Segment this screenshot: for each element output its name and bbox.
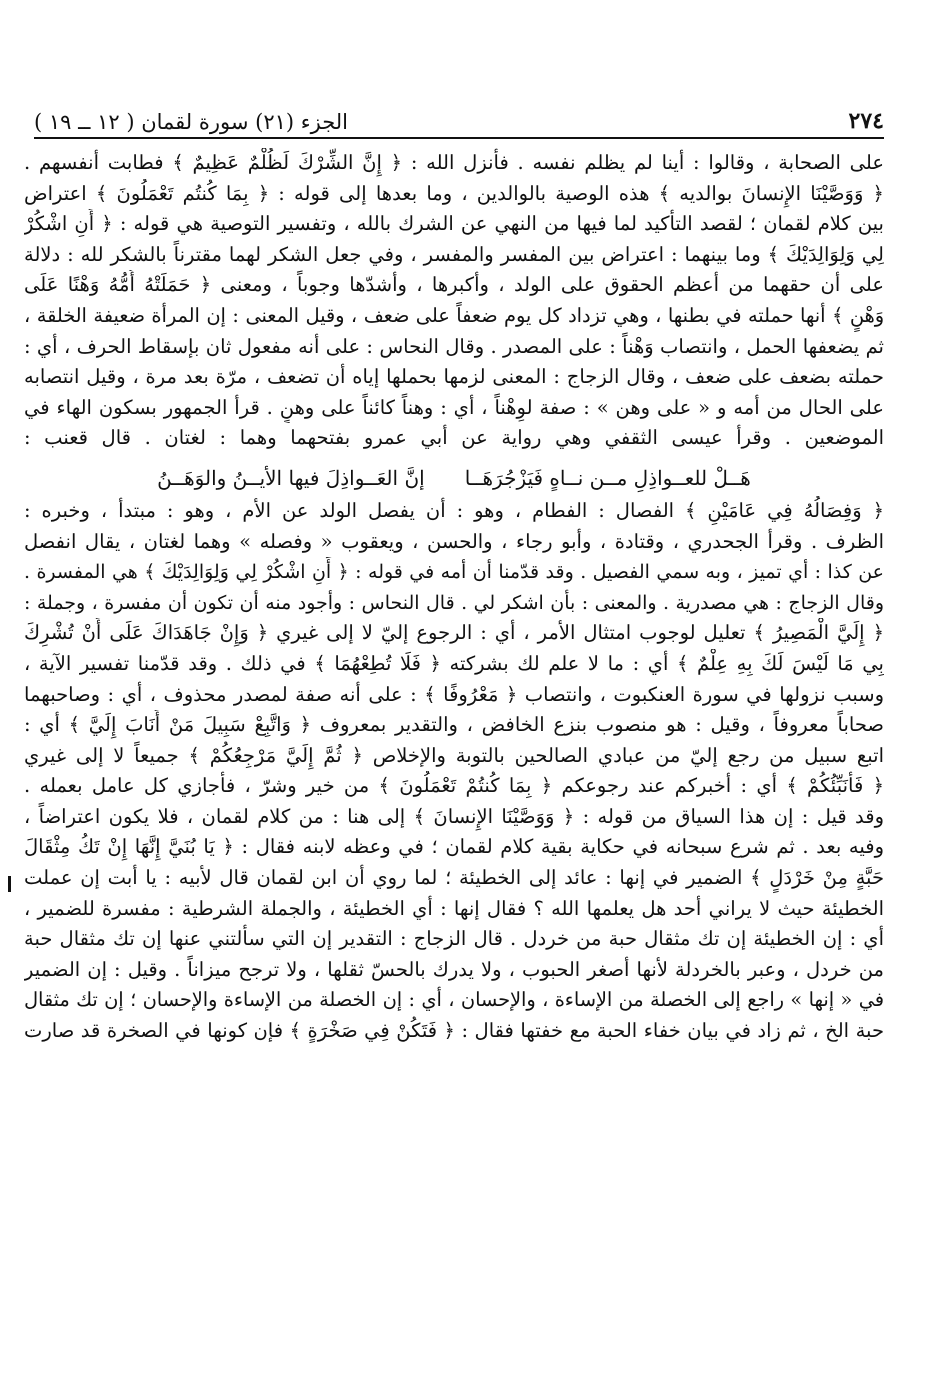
running-title: الجزء (٢١) سورة لقمان ( ١٢ ــ ١٩ ) — [34, 110, 349, 134]
text-line: حَبَّةٍ مِنْ خَرْدَلٍ ﴾ الضمير في إنها : عائد إلى الخطيئة ؛ لما روي أن ابن لقمان قال لأبيه : يا أبت إن عملت — [24, 866, 884, 890]
text-line: حملته بضعف على ضعف ، وقال الزجاج : المعنى لزمها بحملها إياه أن تضعف ، مرّة بعد مرة ، وقيل انتصابه — [24, 365, 884, 389]
poem-hemistich-first: هَــلْ للعــواذِلِ مــن نــاهٍ فَيَزْجُرَهَــا — [464, 465, 751, 490]
body-text — [24, 148, 884, 1047]
text-line: ﴿ فَأُنَبِّئُكُمْ ﴾ أي : أخبركم عند رجوعكم ﴿ بِمَا كُنتُمْ تَعْمَلُونَ ﴾ من خير وشرّ ، فأجازي كل عامل بعمله . — [24, 774, 884, 798]
text-line: من خردل ، وعبر بالخردلة لأنها أصغر الحبوب ، ولا يدرك بالحسّ ثقلها ، ولا ترجح ميزاناً . وقيل : إن الضمير — [24, 957, 884, 981]
poem-verse — [24, 454, 884, 496]
text-line: وقد قيل : إن هذا السياق من قوله : ﴿ وَوَصَّيْنَا الإِنسانَ ﴾ إلى هنا : من كلام لقمان ، فلا يكون اعتراضاً ، — [24, 804, 884, 828]
text-line: وَهْنٍ ﴾ أنها حملته في بطنها ، وهي تزداد كل يوم ضعفاً على ضعف ، وقيل المعنى : إن المرأة ضعيفة الخلقة ، — [24, 303, 884, 327]
page-header — [34, 100, 884, 139]
text-line: صحاباً معروفاً ، وقيل : هو منصوب بنزع الخافض ، والتقدير بمعروف ﴿ وَاتَّبِعْ سَبِيلَ مَنْ أَنَابَ إِلَيَّ ﴾ أي : — [24, 713, 884, 737]
text-line: على أن حقهما من أعظم الحقوق على الولد ، وأكبرها ، وأشدّها وجوباً ، ومعنى ﴿ حَمَلَتْهُ أُمُّهُ وَهْنًا عَلَى — [24, 273, 884, 297]
text-line: الخطيئة حيث لا يراني أحد هل يعلمها الله ؟ فقال إنها : أي الخطيئة ، والجملة الشرطية : مفسرة للضمير ، — [24, 896, 884, 920]
margin-mark — [8, 876, 11, 892]
text-line: اتبع سبيل من رجع إليّ من عبادي الصالحين بالتوبة والإخلاص ﴿ ثُمَّ إِلَيَّ مَرْجِعُكُمْ ﴾ جميعاً لا إلى غيري — [24, 743, 884, 767]
text-line: ثم يضعفها الحمل ، وانتصاب وَهْناً : على المصدر . وقال النحاس : على أنه مفعول ثان بإسقاط الحرف ، أي : — [24, 334, 884, 358]
poem-hemistich-second: إنَّ العَــواذِلَ فيها الأيــنُ والوَهَــنُ — [157, 465, 425, 490]
text-line: بِي مَا لَيْسَ لَكَ بِهِ عِلْمٌ ﴾ أي : ما لا علم لك بشركته ﴿ فَلَا تُطِعْهُمَا ﴾ في ذلك . وقد قدّمنا تفسير الآية ، — [24, 651, 884, 675]
text-line: وسبب نزولها في سورة العنكبوت ، وانتصاب ﴿ مَعْرُوفًا ﴾ : على أنه صفة لمصدر محذوف ، أي : وصاحبهما — [24, 682, 884, 706]
text-line: لِي وَلِوَالِدَيْكَ ﴾ وما بينهما : اعتراض بين المفسر والمفسر ، وفي جعل الشكر لهما مقترناً بالشكر لله : دلالة — [24, 242, 884, 266]
text-line: وفيه بعد . ثم شرع سبحانه في حكاية بقية كلام لقمان ؛ في وعظه لابنه فقال : ﴿ يَا بُنَيَّ إِنَّهَا إِنْ تَكُ مِثْقَالَ — [24, 835, 884, 859]
text-line: في « إنها » راجع إلى الخصلة من الإساءة ، والإحسان ، أي : إن الخصلة من الإساءة والإحسان ؛ إن تك مثقال — [24, 988, 884, 1012]
text-line: الظرف . وقرأ الجحدري ، وقتادة ، وأبو رجاء ، والحسن ، ويعقوب « وفصله » وهما لغتان ، يقال انفصل — [24, 529, 884, 553]
text-line: أي : إن الخطيئة إن تك مثقال حبة من خردل . قال الزجاج : التقدير إن التي سألتني عنها إن تك مثقال حبة — [24, 927, 884, 951]
text-line: عن كذا : أي تميز ، وبه سمي الفصيل . وقد قدّمنا أن أمه في قوله : ﴿ أَنِ اشْكُرْ لِي وَلِوَالِدَيْكَ ﴾ هي المفسرة . — [24, 561, 884, 584]
text-line: على الحال من أمه و « على وهن » : صفة لوِهْناً ، أي : وهناً كائناً على وهنٍ . قرأ الجمهور بسكون الهاء في — [24, 395, 884, 419]
page-number: ٢٧٤ — [848, 108, 884, 134]
text-line: على الصحابة ، وقالوا : أينا لم يظلم نفسه . فأنزل الله : ﴿ إِنَّ الشِّرْكَ لَظُلْمٌ عَظِيمٌ ﴾ فطابت أنفسهم . — [24, 151, 884, 174]
text-line: حبة الخ ، ثم زاد في بيان خفاء الحبة مع خفتها فقال : ﴿ فَتَكُنْ فِي صَخْرَةٍ ﴾ فإن كونها في الصخرة قد صارت — [24, 1019, 884, 1043]
text-line: ﴿ إِلَيَّ الْمَصِيرُ ﴾ تعليل لوجوب امتثال الأمر ، أي : الرجوع إليّ لا إلى غيري ﴿ وَإِنْ جَاهَدَاكَ عَلَى أَنْ تُشْرِكَ — [24, 621, 884, 645]
text-line: الموضعين . وقرأ عيسى الثقفي وهي رواية عن أبي عمرو بفتحهما وهما : لغتان . قال قعنب : — [24, 426, 884, 450]
text-line: ﴿ وَفِصَالُهُ فِي عَامَيْنِ ﴾ الفصال : الفطام ، وهو : أن يفصل الولد عن الأم ، وهو : مبتدأ ، وخبره : — [24, 498, 884, 522]
text-line: وقال الزجاج : هي مصدرية . والمعنى : بأن اشكر لي . قال النحاس : وأجود منه أن تكون أن مفسرة ، وجملة : — [24, 591, 884, 614]
text-line: بين كلام لقمان ؛ لقصد التأكيد لما فيها من النهي عن الشرك بالله ، وتفسير التوصية هي قوله : ﴿ أَنِ اشْكُرْ — [24, 212, 884, 236]
text-line: ﴿ وَوَصَّيْنَا الإِنسانَ بوالديه ﴾ هذه الوصية بالوالدين ، وما بعدها إلى قوله : ﴿ بِمَا كُنتُم تَعْمَلُونَ ﴾ اعتراض — [24, 181, 884, 205]
